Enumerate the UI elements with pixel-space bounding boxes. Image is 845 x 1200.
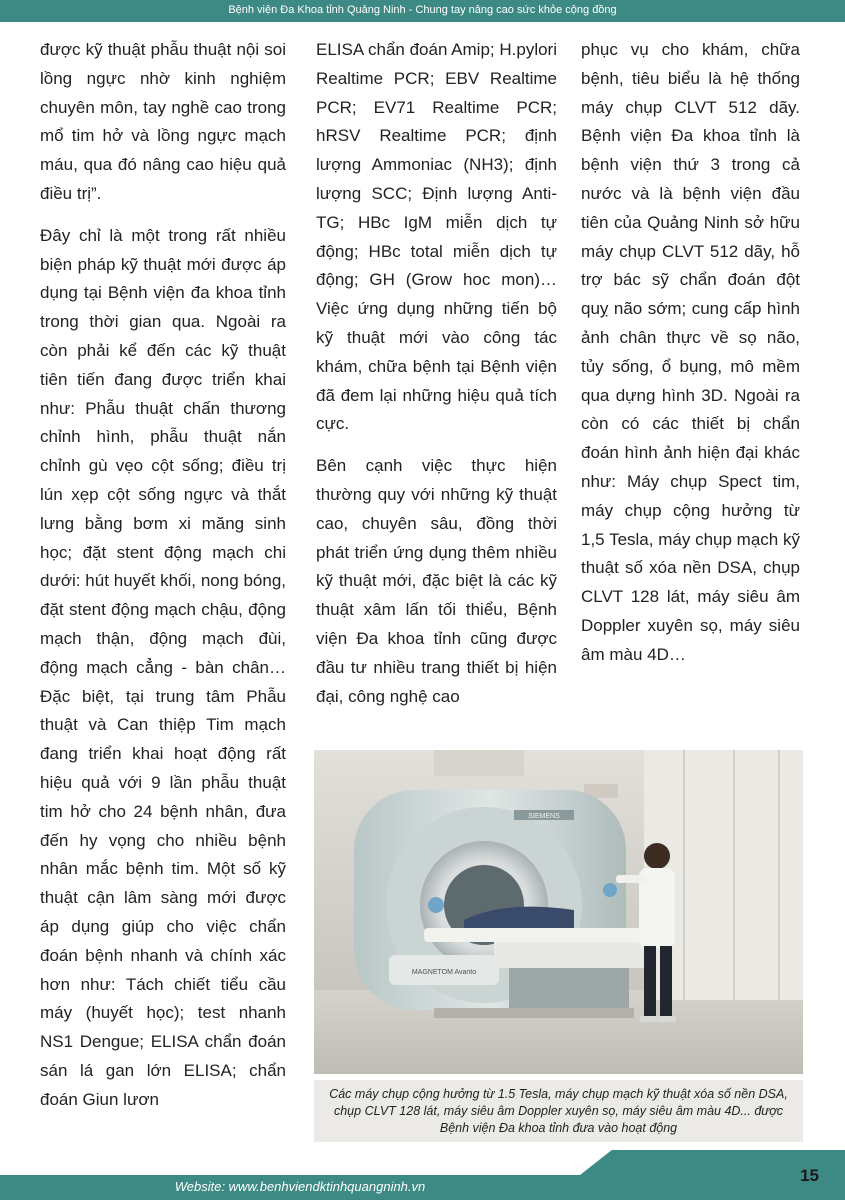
footer-website: Website: www.benhviendktinhquangninh.vn	[174, 1179, 426, 1194]
paragraph: được kỹ thuật phẫu thuật nội soi lồng ngực nhờ kinh nghiệm chuyên môn, tay nghề cao trong mổ tim hở và lồng ngực mạch máu, qua đó nâng cao hiệu quả điều trị”.	[40, 40, 286, 203]
text-column-3	[581, 36, 800, 683]
text-column-2	[316, 36, 557, 724]
mri-room-illustration	[314, 750, 803, 1074]
header-bar	[0, 0, 845, 22]
machine-brand: SIEMENS	[528, 813, 560, 820]
paragraph: ELISA chẩn đoán Amip; H.pylori Realtime PCR; EBV Realtime PCR; EV71 Realtime PCR; hRSV Realtime PCR; định lượng Ammoniac (NH3); định lượng SCC; Định lượng Anti- TG; HBc IgM miễn dịch tự động; HBc total miễn dịch tự động; GH (Grow hoc mon)… Việc ứng dụng những tiến bộ kỹ thuật mới vào công tác khám, chữa bệnh tại Bệnh viện đã đem lại những hiệu quả tích cực.	[316, 40, 557, 434]
header-text: Bệnh viện Đa Khoa tỉnh Quảng Ninh - Chung tay nâng cao sức khỏe cộng đồng	[228, 4, 617, 16]
paragraph: phục vụ cho khám, chữa bệnh, tiêu biểu là hệ thống máy chụp CLVT 512 dãy. Bệnh viện Đa khoa tỉnh là bệnh viện thứ 3 trong cả nước và là bệnh viện đầu tiên của Quảng Ninh sở hữu máy chụp CLVT 512 dãy, hỗ trợ bác sỹ chẩn đoán đột quỵ não sớm; cung cấp hình ảnh chân thực về sọ não, tủy sống, ổ bụng, mô mềm qua dựng hình 3D. Ngoài ra còn có các thiết bị chẩn đoán hình ảnh hiện đại khác như: Máy chụp Spect tim, máy chụp cộng hưởng từ 1,5 Tesla, máy chụp mạch kỹ thuật số xóa nền DSA, chụp CLVT 128 lát, máy siêu âm Doppler xuyên sọ, máy siêu âm màu 4D…	[581, 40, 800, 664]
text-column-1	[40, 36, 286, 1127]
paragraph: Bên cạnh việc thực hiện thường quy với những kỹ thuật cao, chuyên sâu, đồng thời phát triển ứng dụng thêm nhiều kỹ thuật mới, đặc biệt là các kỹ thuật xâm lấn tối thiểu, Bệnh viện Đa khoa tỉnh cũng được đầu tư nhiều trang thiết bị hiện đại, công nghệ cao	[316, 456, 557, 706]
figure-caption: Các máy chụp cộng hưởng từ 1.5 Tesla, máy chụp mạch kỹ thuật xóa số nền DSA, chụp CLVT 128 lát, máy siêu âm Doppler xuyên sọ, máy siêu âm màu 4D... được Bệnh viện Đa khoa tỉnh đưa vào hoạt động	[314, 1080, 803, 1142]
machine-label: MAGNETOM Avanto	[411, 969, 477, 976]
paragraph: Đây chỉ là một trong rất nhiều biện pháp kỹ thuật mới được áp dụng tại Bệnh viện đa khoa tỉnh trong thời gian qua. Ngoài ra còn phải kể đến các kỹ thuật tiên tiến đang được triển khai như: Phẫu thuật chấn thương chỉnh hình, phẫu thuật nắn chỉnh gù vẹo cột sống; điều trị lún xẹp cột sống ngực và thắt lưng bằng bơm xi măng sinh học; đặt stent động mạch chi dưới: hút huyết khối, nong bóng, đặt stent động mạch chậu, động mạch thận, động mạch đùi, động mạch cẳng - bàn chân… Đặc biệt, tại trung tâm Phẫu thuật và Can thiệp Tim mạch đang triển khai hoạt động rất hiệu quả với 9 lần phẫu thuật tim hở cho 24 bệnh nhân, đưa đến hy vọng cho nhiều bệnh nhân mắc bệnh tim. Một số kỹ thuật cận lâm sàng mới được áp dụng giúp cho việc chẩn đoán bệnh nhanh và chính xác hơn như: Tách chiết tiểu cầu máy (huyết học); test nhanh NS1 Dengue; ELISA chẩn đoán sán lá gan lớn ELISA; chẩn đoán Giun lươn	[40, 225, 286, 1109]
mri-photo	[314, 750, 803, 1074]
page-number: 15	[800, 1166, 819, 1185]
